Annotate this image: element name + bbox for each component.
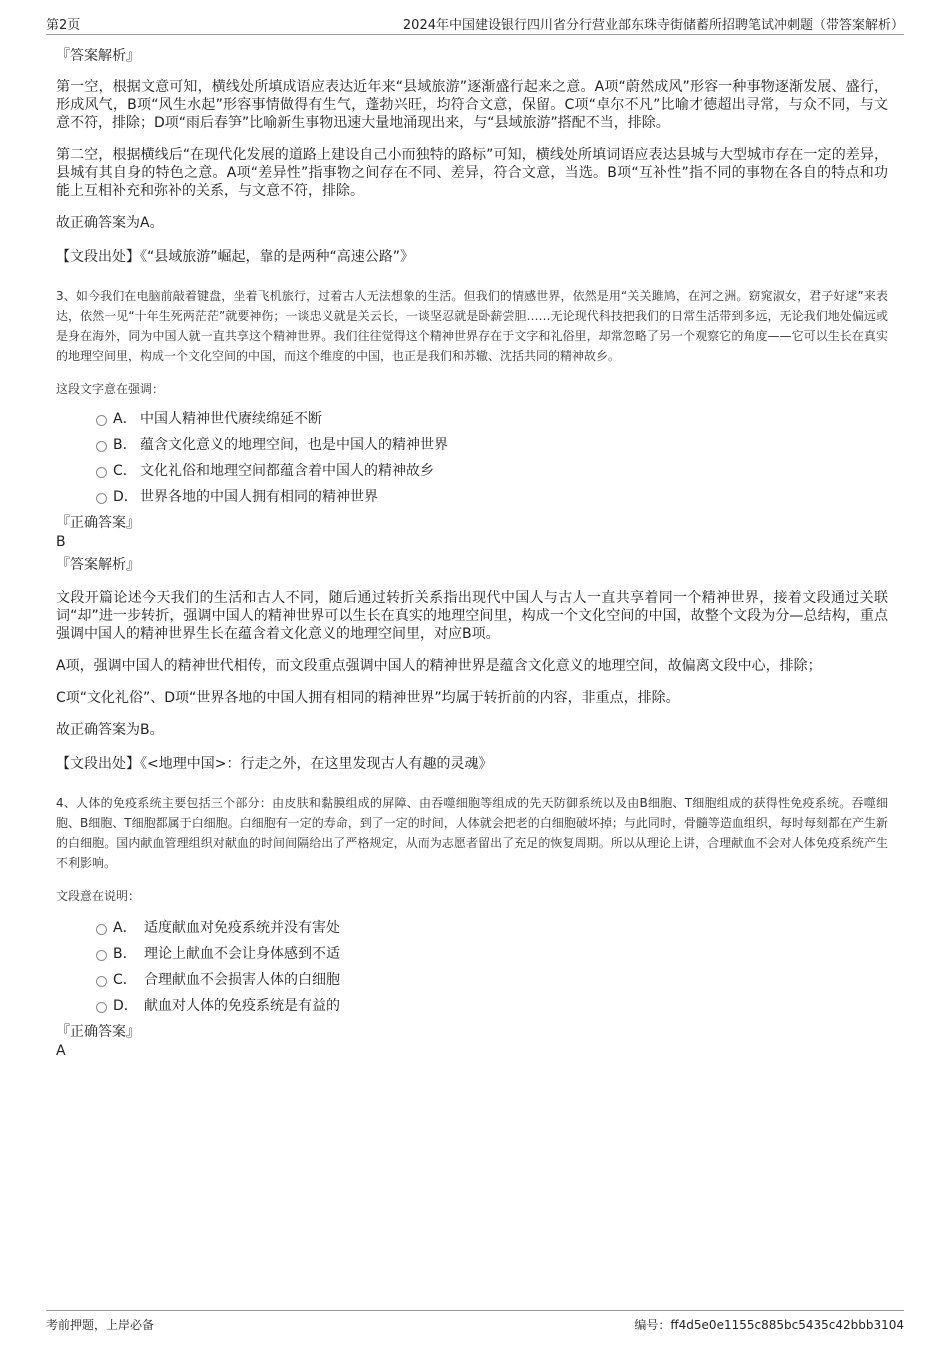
radio-icon[interactable] <box>96 950 107 961</box>
answer-value: B <box>56 534 66 550</box>
analysis-paragraph: 文段开篇论述今天我们的生活和古人不同，随后通过转折关系指出现代中国人与古人一直共享着同一个精神世界，接着文段通过关联词“却”进一步转折，强调中国人的精神世界可以生长在真实的地理空间里，构成一个文化空间的中国，故整个文段为分—总结构，重点强调中国人的精神世界生长在蕴含着文化意义的地理空间里，对应B项。 <box>56 590 888 642</box>
option-a[interactable] <box>56 918 888 944</box>
page-footer <box>46 1310 904 1337</box>
page-number: 第2页 <box>46 18 81 33</box>
radio-icon[interactable] <box>96 415 107 426</box>
option-letter: C． <box>113 463 137 479</box>
option-text: 世界各地的中国人拥有相同的精神世界 <box>140 489 378 505</box>
option-d[interactable] <box>56 996 888 1022</box>
analysis-paragraph: 第一空，根据文意可知，横线处所填成语应表达近年来“县域旅游”逐渐盛行起来之意。A项“蔚然成风”形容一种事物逐渐发展、盛行，形成风气，B项“风生水起”形容事情做得有生气，蓬勃兴旺，均符合文意，保留。C项“卓尔不凡”比喻才德超出寻常，与众不同，与文意不符，排除；D项“雨后春笋”比喻新生事物迅速大量地涌现出来，与“县域旅游”搭配不当，排除。 <box>56 79 888 131</box>
option-text: 献血对人体的免疫系统是有益的 <box>144 998 340 1014</box>
radio-icon[interactable] <box>96 1002 107 1013</box>
radio-icon[interactable] <box>96 493 107 504</box>
option-d[interactable] <box>56 487 888 513</box>
option-letter: A． <box>113 920 137 936</box>
source-citation: 【文段出处】《<地理中国>：行走之外，在这里发现古人有趣的灵魂》 <box>56 756 493 772</box>
option-c[interactable] <box>56 461 888 487</box>
option-text: 理论上献血不会让身体感到不适 <box>144 946 340 962</box>
document-code <box>634 1316 904 1333</box>
option-letter: B． <box>113 946 137 962</box>
option-list <box>56 409 888 513</box>
option-text: 合理献血不会损害人体的白细胞 <box>144 972 340 988</box>
radio-icon[interactable] <box>96 441 107 452</box>
code-value: ff4d5e0e1155c885bc5435c42bbb3104 <box>670 1318 904 1332</box>
code-label: 编号： <box>634 1318 671 1332</box>
option-letter: B． <box>113 437 137 453</box>
analysis-label: 『答案解析』 <box>56 557 140 573</box>
page-content <box>56 46 888 1060</box>
option-text: 中国人精神世代赓续绵延不断 <box>140 411 322 427</box>
option-letter: D． <box>113 489 138 505</box>
option-text: 文化礼俗和地理空间都蕴含着中国人的精神故乡 <box>140 463 434 479</box>
radio-icon[interactable] <box>96 924 107 935</box>
footer-slogan: 考前押题，上岸必备 <box>46 1318 155 1332</box>
question-text: 3、如今我们在电脑前敲着键盘，坐着飞机旅行，过着古人无法想象的生活。但我们的情感世界，依然是用“关关雎鸠，在河之洲。窈窕淑女，君子好逑”来表达，依然一见“十年生死两茫茫”就要神伤；一谈忠义就是关云长，一谈坚忍就是卧薪尝胆……无论现代科技把我们的日常生活带到多远，无论我们地处偏远或是身在海外，同为中国人就一直共享这个精神世界。我们往往觉得这个精神世界存在于文字和礼俗里，却常忽略了另一个观察它的角度——它可以生长在真实的地理空间里，构成一个文化空间的中国，而这个维度的中国，也正是我们和苏辙、沈括共同的精神故乡。 <box>56 289 888 363</box>
option-a[interactable] <box>56 409 888 435</box>
source-citation: 【文段出处】《“县域旅游”崛起，靠的是两种“高速公路”》 <box>56 249 415 265</box>
option-b[interactable] <box>56 435 888 461</box>
option-text: 适度献血对免疫系统并没有害处 <box>144 920 340 936</box>
option-letter: D． <box>113 998 138 1014</box>
answer-label: 『正确答案』 <box>56 1024 140 1040</box>
option-text: 蕴含文化意义的地理空间，也是中国人的精神世界 <box>140 437 448 453</box>
analysis-paragraph: A项，强调中国人的精神世代相传，而文段重点强调中国人的精神世界是蕴含文化意义的地理空间，故偏离文段中心，排除； <box>56 658 822 674</box>
option-letter: A． <box>113 411 137 427</box>
question-3 <box>56 286 888 773</box>
answer-value: A <box>56 1043 66 1059</box>
analysis-label: 『答案解析』 <box>56 48 140 64</box>
question-prompt: 这段文字意在强调： <box>56 382 165 396</box>
radio-icon[interactable] <box>96 467 107 478</box>
answer-label: 『正确答案』 <box>56 515 140 531</box>
conclusion: 故正确答案为A。 <box>56 215 164 231</box>
analysis-block-q2 <box>56 46 888 266</box>
option-list <box>56 918 888 1022</box>
analysis-paragraph: 第二空，根据横线后“在现代化发展的道路上建设自己小而独特的路标”可知，横线处所填词语应表达县城与大型城市存在一定的差异，县城有其自身的特色之意。A项“差异性”指事物之间存在不同、差异，符合文意，当选。B项“互补性”指不同的事物在各自的特点和功能上互相补充和弥补的关系，与文意不符，排除。 <box>56 147 888 199</box>
conclusion: 故正确答案为B。 <box>56 722 164 738</box>
question-text: 4、人体的免疫系统主要包括三个部分：由皮肤和黏膜组成的屏障、由吞噬细胞等组成的先天防御系统以及由B细胞、T细胞组成的获得性免疫系统。吞噬细胞、B细胞、T细胞都属于白细胞。白细胞有一定的寿命，到了一定的时间，人体就会把老的白细胞破坏掉；与此同时，骨髓等造血组织，每时每刻都在产生新的白细胞。国内献血管理组织对献血的时间间隔给出了严格规定，从而为志愿者留出了充足的恢复周期。所以从理论上讲，合理献血不会对人体免疫系统产生不利影响。 <box>56 796 888 870</box>
radio-icon[interactable] <box>96 976 107 987</box>
analysis-paragraph: C项“文化礼俗”、D项“世界各地的中国人拥有相同的精神世界”均属于转折前的内容，非重点，排除。 <box>56 690 680 706</box>
option-c[interactable] <box>56 970 888 996</box>
question-4 <box>56 793 888 1060</box>
question-prompt: 文段意在说明： <box>56 889 141 903</box>
document-title: 2024年中国建设银行四川省分行营业部东珠寺街储蓄所招聘笔试冲刺题（带答案解析） <box>402 18 904 33</box>
option-b[interactable] <box>56 944 888 970</box>
option-letter: C． <box>113 972 137 988</box>
page-header <box>46 14 904 35</box>
